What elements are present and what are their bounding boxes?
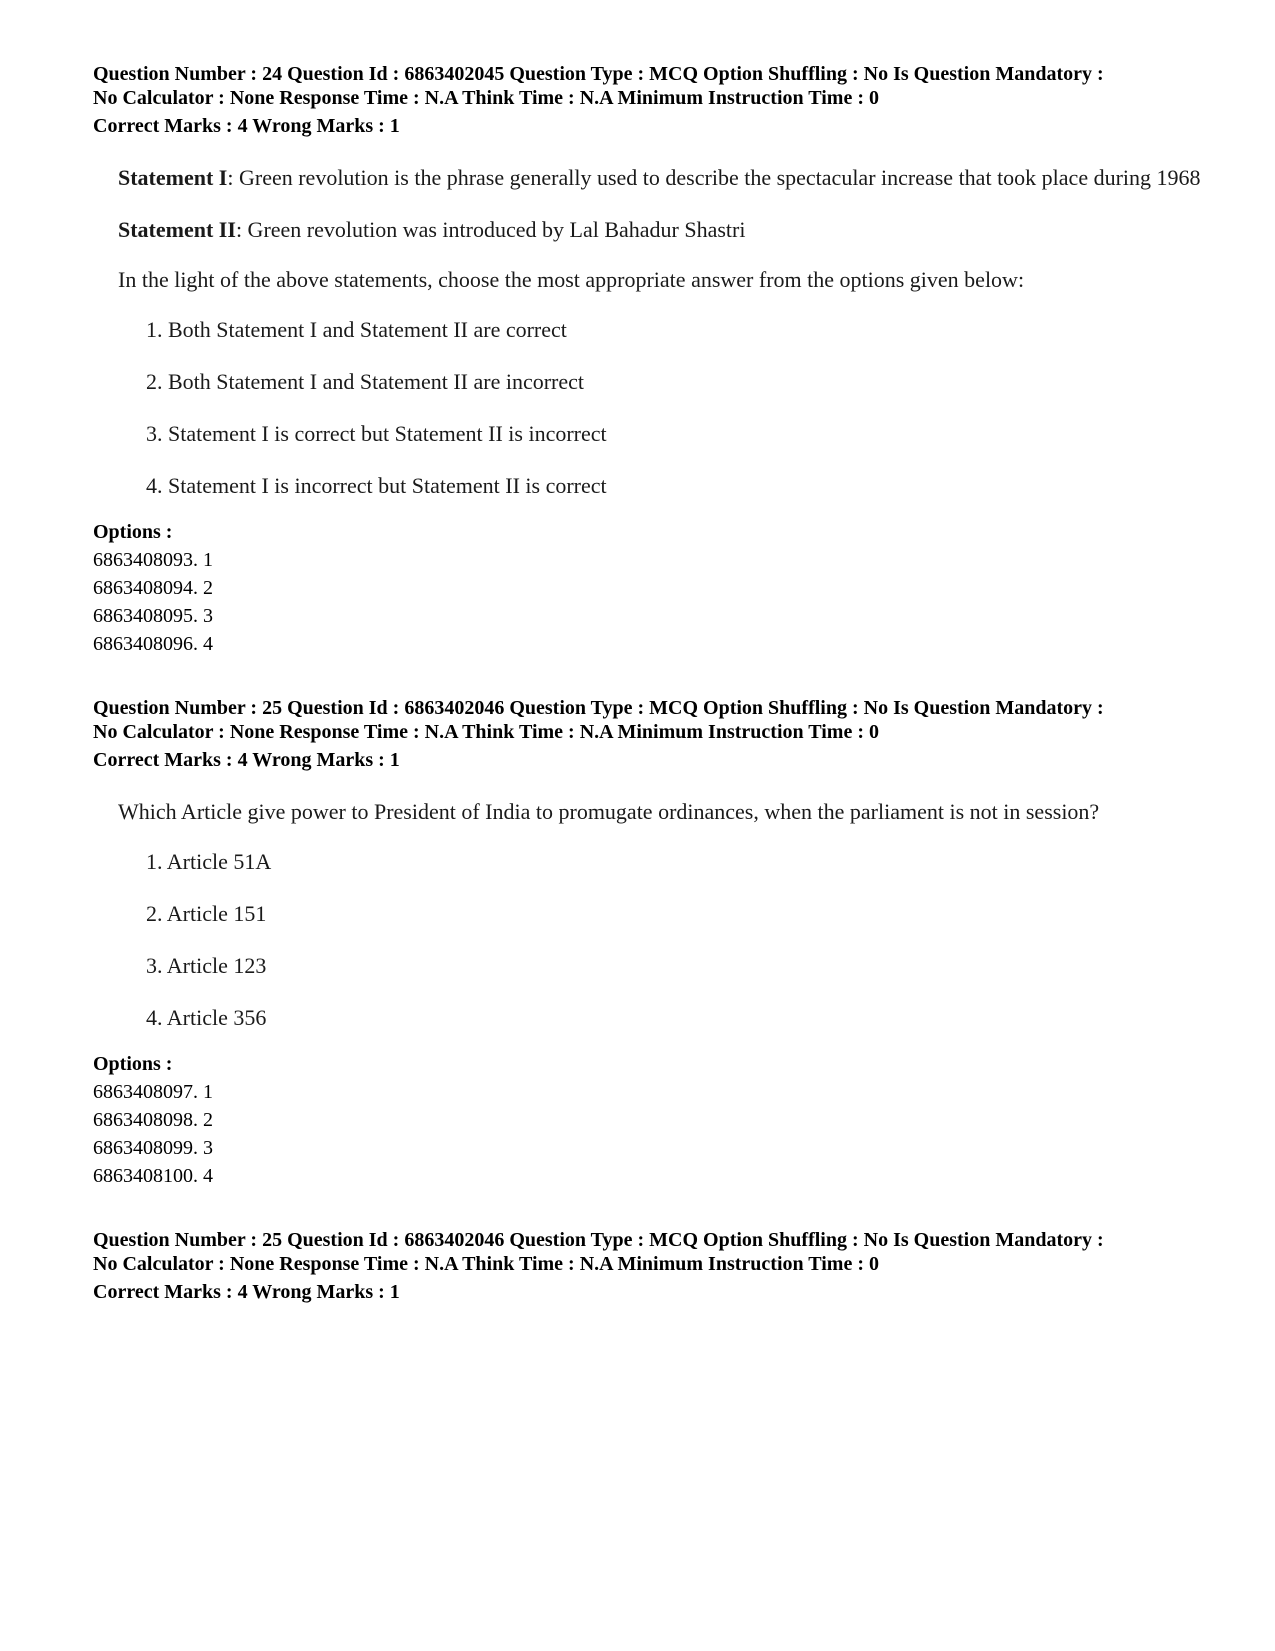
- meta-line-1: Question Number : 24 Question Id : 6863402045 Question Type : MCQ Option Shuffling : No Is Question Mandatory :: [93, 63, 1104, 85]
- choice-item: 2. Both Statement I and Statement II are incorrect: [146, 369, 585, 394]
- option-id: 6863408093. 1: [93, 549, 213, 571]
- option-id: 6863408099. 3: [93, 1137, 213, 1159]
- option-id: 6863408095. 3: [93, 605, 213, 627]
- question-24: [93, 62, 1203, 658]
- option-id: 6863408098. 2: [93, 1109, 213, 1131]
- options-title: Options :: [93, 1053, 173, 1075]
- marks-line: Correct Marks : 4 Wrong Marks : 1: [93, 749, 400, 771]
- statement-2-text: : Green revolution was introduced by Lal Bahadur Shastri: [235, 217, 746, 242]
- question-body: [118, 164, 1203, 500]
- choice-list: [146, 848, 1203, 1032]
- option-id: 6863408094. 2: [93, 577, 213, 599]
- meta-line-2: No Calculator : None Response Time : N.A Think Time : N.A Minimum Instruction Time : 0: [93, 1253, 879, 1275]
- meta-line-1: Question Number : 25 Question Id : 6863402046 Question Type : MCQ Option Shuffling : No Is Question Mandatory :: [93, 1229, 1104, 1251]
- choice-item: 2. Article 151: [146, 901, 267, 926]
- meta-line-1: Question Number : 25 Question Id : 6863402046 Question Type : MCQ Option Shuffling : No Is Question Mandatory :: [93, 697, 1104, 719]
- statement-1: [118, 164, 1203, 192]
- option-id: 6863408096. 4: [93, 633, 213, 655]
- statement-1-label: Statement I: [118, 165, 228, 190]
- choice-item: 4. Article 356: [146, 1005, 267, 1030]
- options-title: Options :: [93, 521, 173, 543]
- marks-line: Correct Marks : 4 Wrong Marks : 1: [93, 115, 400, 137]
- option-id: 6863408100. 4: [93, 1165, 213, 1187]
- option-id: 6863408097. 1: [93, 1081, 213, 1103]
- question-meta: [93, 696, 1203, 744]
- choice-item: 1. Both Statement I and Statement II are correct: [146, 317, 567, 342]
- statement-1-text: : Green revolution is the phrase generally used to describe the spectacular increase that took place during 1968: [227, 165, 1201, 190]
- instruction-text: In the light of the above statements, choose the most appropriate answer from the options given below:: [118, 267, 1025, 292]
- choice-item: 1. Article 51A: [146, 849, 272, 874]
- choice-item: 4. Statement I is incorrect but Statement II is correct: [146, 473, 607, 498]
- question-25: [93, 696, 1203, 1190]
- choice-list: [146, 316, 1203, 500]
- document-page: [93, 62, 1203, 1304]
- question-25-header-repeat: [93, 1228, 1203, 1304]
- choice-item: 3. Statement I is correct but Statement II is incorrect: [146, 421, 607, 446]
- question-text: Which Article give power to President of India to promugate ordinances, when the parliament is not in session?: [118, 799, 1100, 824]
- marks-line: Correct Marks : 4 Wrong Marks : 1: [93, 1281, 400, 1303]
- meta-line-2: No Calculator : None Response Time : N.A Think Time : N.A Minimum Instruction Time : 0: [93, 721, 879, 743]
- question-meta: [93, 62, 1203, 110]
- choice-item: 3. Article 123: [146, 953, 267, 978]
- statement-2: [118, 216, 1203, 244]
- statement-2-label: Statement II: [118, 217, 236, 242]
- question-body: [118, 798, 1203, 1032]
- meta-line-2: No Calculator : None Response Time : N.A Think Time : N.A Minimum Instruction Time : 0: [93, 87, 879, 109]
- question-meta: [93, 1228, 1203, 1276]
